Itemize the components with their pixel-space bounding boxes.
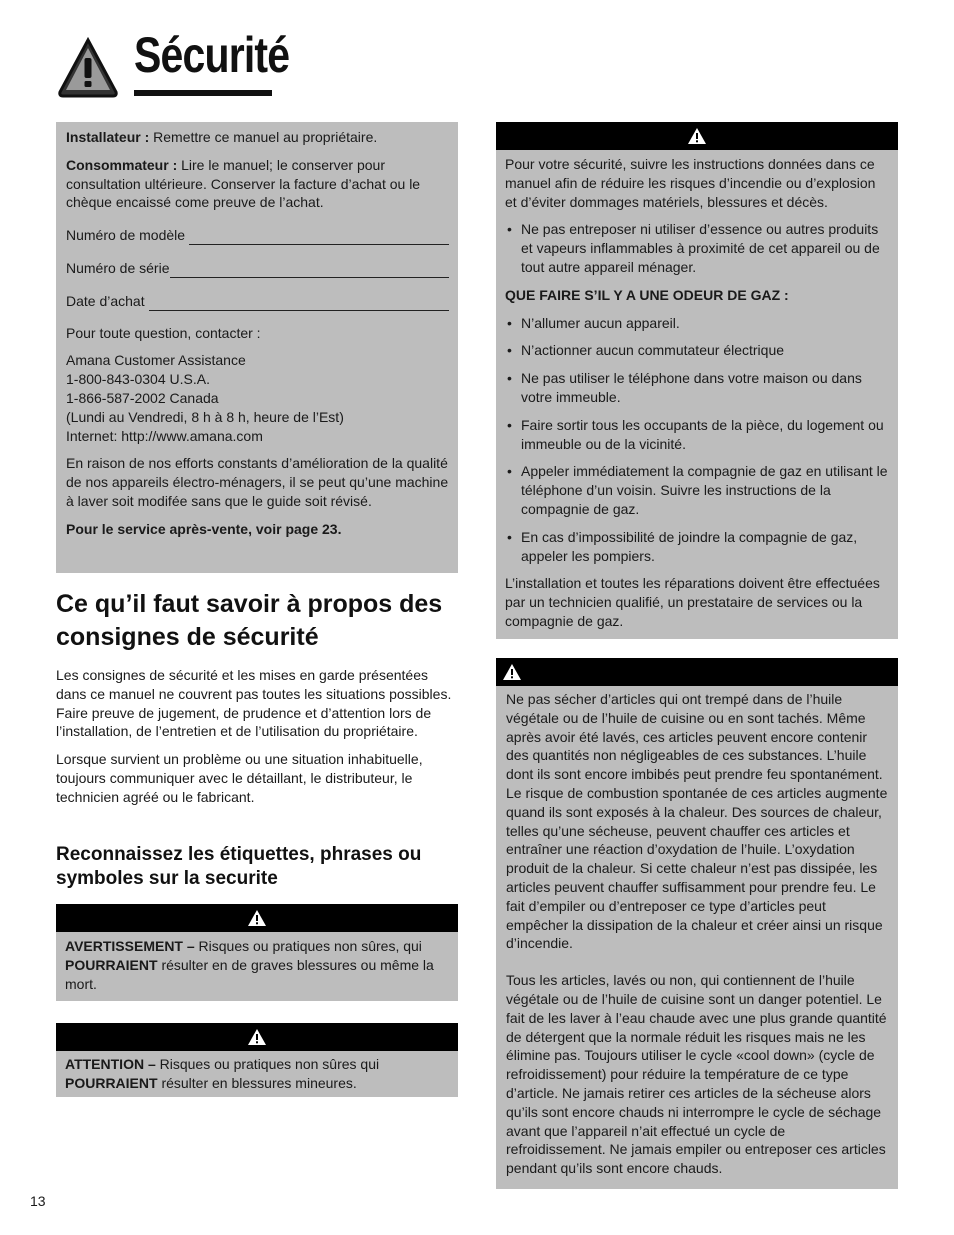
list-item: • Ne pas entreposer ni utiliser d’essence ou autres produits et vapeurs inflammables à proximité de cet appareil ou de tout autre appareil ménager. — [505, 220, 888, 276]
gas-warning-box — [496, 150, 898, 639]
intro-paragraph: Lorsque survient un problème ou une situation inhabituelle, toujours communiquer avec le détaillant, le distributeur, le technicien agréé ou le fabricant. — [56, 751, 423, 805]
oil-paragraph: Ne pas sécher d’articles qui ont trempé dans de l’huile végétale ou de l’huile de cuisine ou en sont tachés. Même après avoir été lavés, ces articles peuvent encore contenir des quantités non négligeables de ces substances. L’huile dont ils sont encore imbibés peut prendre feu spontanément. Le risque de combustion spontanée de ces articles augmente quand ils sont exposés à la chaleur. Des sources de chaleur, telles qu’une sécheuse, peuvent chauffer ces articles et entraîner une réaction d’oxydation de l’huile. L’oxydation produit de la chaleur. Si cette chaleur n’est pas dissipée, les articles peuvent chauffer suffisamment pour prendre feu. Le fait d’empiler ou d’entreposer ce type d’articles peut empêcher la dissipation de la chaleur et créer ainsi un risque d’incendie. — [506, 691, 888, 952]
warning-triangle-icon — [502, 663, 522, 681]
title-underline — [134, 90, 272, 96]
caution-header-bar — [56, 1023, 458, 1051]
gas-odor-list — [505, 314, 888, 566]
oil-paragraph: Tous les articles, lavés ou non, qui contiennent de l’huile végétale ou de l’huile de cuisine sont un danger potentiel. Le fait de les laver à l’eau chaude avec une plus grande quantité de détergent que la normale réduit les risques mais ne les élimine pas. Toujours utiliser le cycle «cool down» (cycle de refroidissement) pour réduire la température de ce type d’article. Ne jamais retirer ces articles de la sécheuse alors qu’ils sont encore chauds ni interrompre le cycle de séchage avant que l’appareil n’ait effectué un cycle de refroidissement. Ne jamais empiler ou entreposer ces articles pendant qu’ils sont encore chauds. — [506, 972, 887, 1177]
warning-header-bar — [56, 904, 458, 932]
list-item: • N’actionner aucun commutateur électrique — [505, 341, 888, 360]
labels-subheading: Reconnaissez les étiquettes, phrases ou symboles sur la securite — [56, 844, 422, 889]
improvement-note: En raison de nos efforts constants d’amélioration de la qualité de nos appareils électro-ménagers, il se peut qu’une machine à laver soit modifée sans que le guide soit révisé. — [66, 455, 449, 509]
list-item: • Faire sortir tous les occupants de la pièce, du logement ou immeuble ou de la vicinité. — [505, 416, 888, 454]
contact-block: Amana Customer Assistance 1-800-843-0304 U.S.A. 1-866-587-2002 Canada (Lundi au Vendredi, 8 h à 8 h, heure de l’Est) Internet: http://www.amana.com — [66, 352, 344, 444]
page-number: 13 — [30, 1193, 46, 1209]
installer-note: Installateur : Remettre ce manuel au propriétaire. — [66, 129, 378, 145]
warning-triangle-icon — [687, 127, 707, 145]
model-number-field[interactable]: Numéro de modèle — [66, 226, 449, 245]
serial-number-field[interactable]: Numéro de série — [66, 259, 449, 278]
owner-info-box — [56, 122, 458, 573]
safety-heading: Ce qu’il faut savoir à propos des consignes de sécurité — [56, 590, 443, 651]
gas-intro: Pour votre sécurité, suivre les instructions données dans ce manuel afin de réduire les risques d’incendie ou d’explosion et d’éviter dommages matériels, blessures et décès. — [505, 156, 876, 210]
website-link[interactable]: Internet: http://www.amana.com — [66, 427, 263, 444]
safety-intro — [56, 666, 458, 816]
intro-paragraph: Les consignes de sécurité et les mises en garde présentées dans ce manuel ne couvrent pas toutes les situations possibles. Faire preuve de jugement, de prudence et d’attention lors de l’installation, de l’entretien et de l’utilisation du propriétaire. — [56, 667, 452, 740]
warning-triangle-icon — [56, 36, 120, 100]
contact-intro: Pour toute question, contacter : — [66, 324, 261, 341]
list-item: • N’allumer aucun appareil. — [505, 314, 888, 333]
oil-warning-box — [496, 686, 898, 1189]
oil-warning-header-bar — [496, 658, 898, 686]
service-note: Pour le service après-vente, voir page 23. — [66, 520, 342, 537]
gas-closing: L’installation et toutes les réparations doivent être effectuées par un technicien qualifié, un prestataire de services ou la compagnie de gaz. — [505, 575, 880, 629]
list-item: • En cas d’impossibilité de joindre la compagnie de gaz, appeler les pompiers. — [505, 528, 888, 566]
warning-triangle-icon — [247, 909, 267, 927]
gas-main-list — [505, 220, 888, 276]
consumer-note: Consommateur : Lire le manuel; le conserver pour consultation ultérieure. Conserver la facture d’achat ou le chèque encaissé come preuve de l’achat. — [66, 156, 421, 211]
warning-triangle-icon — [247, 1028, 267, 1046]
list-item: • Ne pas utiliser le téléphone dans votre maison ou dans votre immeuble. — [505, 369, 888, 407]
gas-odor-subheading: QUE FAIRE S’IL Y A UNE ODEUR DE GAZ : — [505, 286, 789, 303]
purchase-date-field[interactable]: Date d’achat — [66, 292, 449, 311]
warning-definition: AVERTISSEMENT – Risques ou pratiques non sûres, qui POURRAIENT résulter en de graves blessures ou même la mort. — [56, 932, 458, 1001]
page-title: Sécurité — [134, 27, 290, 83]
gas-warning-header-bar — [496, 122, 898, 150]
caution-definition: ATTENTION – Risques ou pratiques non sûres qui POURRAIENT résulter en blessures mineures. — [56, 1051, 458, 1097]
list-item: • Appeler immédiatement la compagnie de gaz en utilisant le téléphone d’un voisin. Suivre les instructions de la compagnie de gaz. — [505, 462, 888, 518]
